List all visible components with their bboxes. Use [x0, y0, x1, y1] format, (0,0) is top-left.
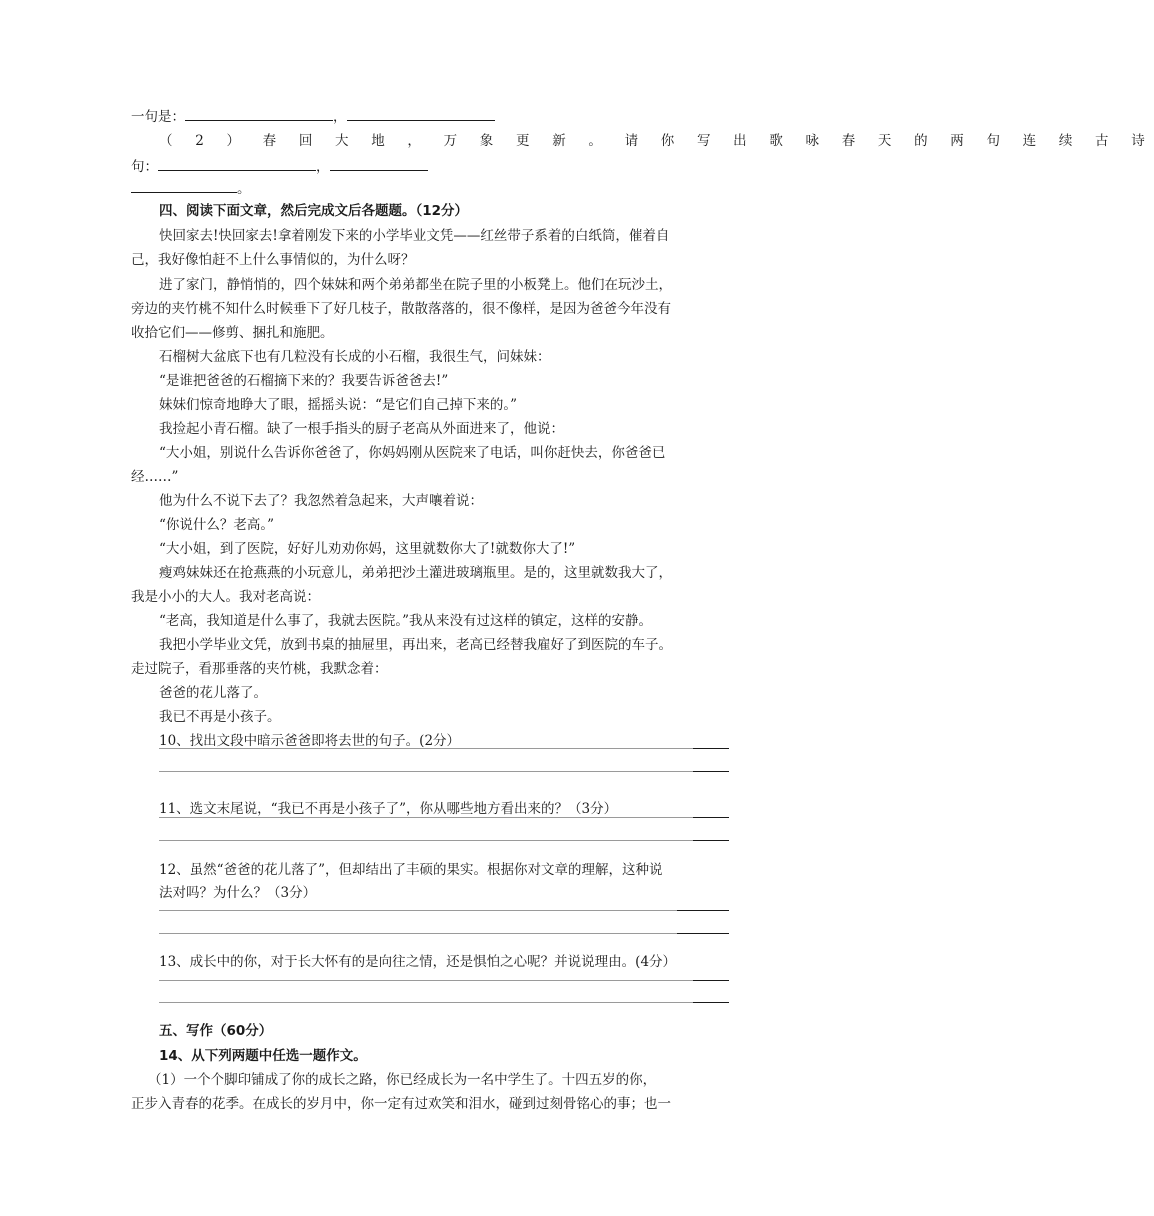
passage-line: “老高，我知道是什么事了，我就去医院。”我从来没有过这样的镇定，这样的安静。	[159, 613, 653, 629]
passage-line: 经……”	[131, 469, 179, 485]
q-prev-answer-line	[131, 106, 731, 127]
answer-line[interactable]	[159, 840, 729, 841]
question-12: 12、虽然“爸爸的花儿落了”，但却结出了丰硕的果实。根据你对文章的理解，这种说	[159, 862, 663, 878]
writing-prompt-line: （1）一个个脚印铺成了你的成长之路，你已经成长为一名中学生了。十四五岁的你，	[148, 1072, 657, 1088]
passage-line: “大小姐，到了医院，好好儿劝劝你妈，这里就数你大了!就数你大了!”	[159, 541, 576, 557]
writing-prompt-line: 正步入青春的花季。在成长的岁月中，你一定有过欢笑和泪水，碰到过刻骨铭心的事；也一	[131, 1096, 671, 1112]
answer-blank[interactable]	[131, 178, 237, 193]
passage-line: 走过院子，看那垂落的夹竹桃，我默念着：	[131, 661, 388, 677]
passage-line: 瘦鸡妹妹还在抢燕燕的小玩意儿，弟弟把沙土灌进玻璃瓶里。是的，这里就数我大了，	[159, 565, 672, 581]
answer-line[interactable]	[159, 910, 729, 911]
answer-line[interactable]	[159, 933, 729, 934]
period: 。	[237, 181, 251, 197]
passage-line: 妹妹们惊奇地睁大了眼，摇摇头说：“是它们自己掉下来的。”	[159, 397, 518, 413]
passage-line: 旁边的夹竹桃不知什么时候垂下了好几枝子，散散落落的，很不像样，是因为爸爸今年没有	[131, 301, 671, 317]
comma: ，	[316, 159, 330, 175]
answer-blank[interactable]	[347, 106, 495, 121]
q2-answer-line	[131, 156, 731, 177]
section-4-title: 四、阅读下面文章，然后完成文后各题题。（12分）	[159, 203, 469, 219]
question-12-cont: 法对吗？为什么？（3分）	[159, 885, 317, 901]
passage-line: 爸爸的花儿落了。	[159, 685, 267, 701]
passage-line: 我是小小的大人。我对老高说：	[131, 589, 320, 605]
question-13: 13、成长中的你，对于长大怀有的是向往之情，还是惧怕之心呢？并说说理由。(4分）	[159, 954, 677, 970]
passage-line: 他为什么不说下去了？我忽然着急起来，大声嚷着说：	[159, 493, 483, 509]
passage-line: 收拾它们——修剪、捆扎和施肥。	[131, 325, 334, 341]
answer-blank[interactable]	[158, 156, 316, 171]
comma: ，	[333, 109, 347, 125]
q2-text: （ 2 ） 春 回 大 地 ， 万 象 更 新 。 请 你 写 出 歌 咏 春 天 的 两 句 连 续 古 诗	[159, 133, 1154, 149]
section-5-title: 五、写作（60分）	[159, 1023, 273, 1039]
question-14: 14、从下列两题中任选一题作文。	[159, 1048, 367, 1064]
answer-line[interactable]	[159, 1002, 729, 1003]
passage-line: “是谁把爸爸的石榴摘下来的？我要告诉爸爸去!”	[159, 373, 449, 389]
question-10: 10、找出文段中暗示爸爸即将去世的句子。(2分）	[159, 733, 461, 749]
passage-line: 快回家去!快回家去!拿着刚发下来的小学毕业文凭——红丝带子系着的白纸筒，催着自	[159, 228, 670, 244]
passage-line: 进了家门，静悄悄的，四个妹妹和两个弟弟都坐在院子里的小板凳上。他们在玩沙土，	[159, 277, 672, 293]
passage-line: 己，我好像怕赶不上什么事情似的，为什么呀？	[131, 252, 415, 268]
passage-line: 我把小学毕业文凭，放到书桌的抽屉里，再出来，老高已经替我雇好了到医院的车子。	[159, 637, 672, 653]
q-prev-prompt: 一句是：	[131, 109, 185, 125]
answer-line[interactable]	[159, 748, 729, 749]
answer-line[interactable]	[159, 771, 729, 772]
answer-blank[interactable]	[330, 156, 428, 171]
question-11: 11、选文末尾说，“我已不再是小孩子了”，你从哪些地方看出来的？（3分）	[159, 801, 618, 817]
passage-line: 我已不再是小孩子。	[159, 709, 281, 725]
passage-line: “你说什么？老高。”	[159, 517, 275, 533]
answer-blank[interactable]	[185, 106, 333, 121]
passage-line: 我捡起小青石榴。缺了一根手指头的厨子老高从外面进来了，他说：	[159, 421, 564, 437]
passage-line: 石榴树大盆底下也有几粒没有长成的小石榴，我很生气，问妹妹：	[159, 349, 551, 365]
q2-answer-line-2	[131, 178, 731, 199]
q2-prompt: 句：	[131, 159, 158, 175]
passage-line: “大小姐，别说什么告诉你爸爸了，你妈妈刚从医院来了电话，叫你赶快去，你爸爸已	[159, 445, 666, 461]
answer-line[interactable]	[159, 980, 729, 981]
answer-line[interactable]	[159, 817, 729, 818]
